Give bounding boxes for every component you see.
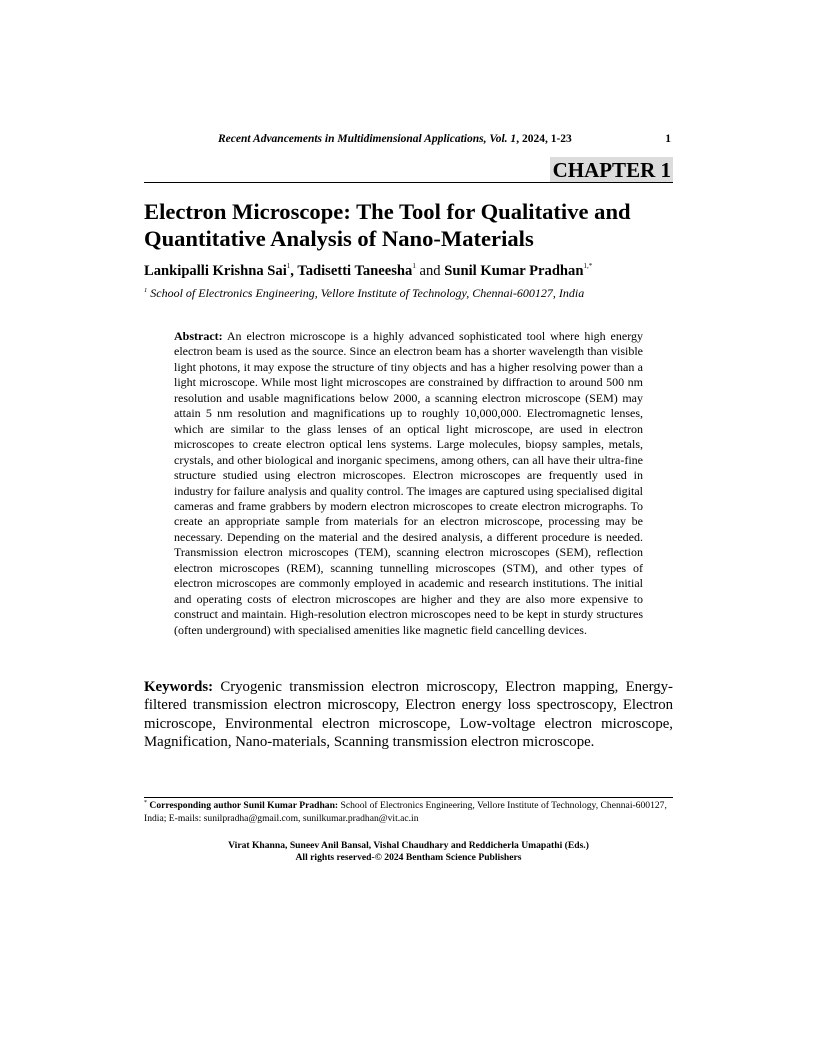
author-name: Sunil Kumar Pradhan: [444, 263, 584, 279]
year-pages: , 2024, 1-23: [516, 133, 572, 145]
affiliation-text: School of Electronics Engineering, Vellore Institute of Technology, Chennai-600127, India: [147, 286, 585, 300]
author-name: Tadisetti Taneesha: [297, 263, 413, 279]
publisher-info: [144, 840, 673, 865]
author-affiliation-mark: 1: [412, 262, 416, 270]
header-divider: [144, 182, 673, 183]
page-number: 1: [665, 133, 671, 145]
author-list: [144, 262, 673, 280]
author-name: Lankipalli Krishna Sai: [144, 263, 287, 279]
chapter-title: [144, 198, 684, 252]
journal-reference: [218, 133, 572, 145]
footnote-mark: *: [144, 800, 147, 806]
author-and: and: [415, 263, 445, 279]
title-line-2: Quantitative Analysis of Nano-Materials: [144, 226, 534, 251]
footnote-text: School of Electronics Engineering, Vellore Institute of Technology, Chennai-600127, India; E-mails: sunilpradha@gmail.com, sunilkumar.pradhan@vit.ac.in: [144, 800, 667, 824]
title-line-1: Electron Microscope: The Tool for Qualitative and: [144, 199, 631, 224]
affiliation: [144, 286, 673, 301]
abstract: [174, 329, 643, 638]
affiliation-mark: 1: [144, 287, 148, 294]
keywords-text: Cryogenic transmission electron microscopy, Electron mapping, Energy-filtered transmission electron microscopy, Electron energy loss spectroscopy, Electron microscope, Environmental electron microscope, Low-voltage electron microscope, Magnification, Nano-materials, Scanning transmission electron microscope.: [144, 679, 673, 750]
abstract-label: Abstract:: [174, 329, 223, 343]
chapter-label: CHAPTER 1: [550, 157, 673, 182]
corresponding-author-footnote: [144, 800, 673, 825]
author-affiliation-mark: 1,*: [583, 262, 593, 270]
copyright-line: All rights reserved-© 2024 Bentham Science Publishers: [295, 852, 522, 864]
abstract-text: An electron microscope is a highly advanced sophisticated tool where high energy electron beam is used as the source. Since an electron beam has a shorter wavelength than visible light photons, it may expose the structure of tiny objects and has a higher resolving power than a light microscope. While most light microscopes are constrained by diffraction to around 500 nm resolution and usable magnifications below 2000, a scanning electron microscope (SEM) may attain 5 nm resolution and magnifications up to roughly 10,000,000. Electromagnetic lenses, which are similar to the glass lenses of an optical light microscope, are used in electron microscopes to create electron optical lens systems. Large molecules, biopsy samples, metals, crystals, and other biological and inorganic specimens, among others, can all have their ultra-fine structure studied using electron microscopes. Electron microscopes are frequently used in industry for failure analysis and quality control. The images are captured using specialised digital cameras and frame grabbers by modern electron microscopes to create electron micrographs. To create an appropriate sample from materials for an electron microscope, processing may be necessary. Depending on the material and the desired analysis, a different procedure is needed. Transmission electron microscopes (TEM), scanning electron microscopes (SEM), reflection electron microscopes (REM), scanning tunnelling microscopes (STM), and other types of electron microscopes are commonly employed in academic and research institutions. The initial and operating costs of electron microscopes are higher and they are also more expensive to construct and maintain. High-resolution electron microscopes need to be kept in sturdy structures (often underground) with specialised amenities like magnetic field cancelling devices.: [174, 329, 643, 637]
author-separator: ,: [290, 263, 298, 279]
author-affiliation-mark: 1: [286, 262, 291, 270]
editors-line: Virat Khanna, Suneev Anil Bansal, Vishal Chaudhary and Reddicherla Umapathi (Eds.): [228, 840, 589, 851]
keywords: [144, 678, 673, 751]
keywords-label: Keywords:: [144, 679, 214, 695]
footnote-label: Corresponding author Sunil Kumar Pradhan:: [147, 800, 339, 811]
footnote-divider: [144, 797, 673, 798]
journal-name: Recent Advancements in Multidimensional Applications, Vol. 1: [218, 133, 517, 145]
